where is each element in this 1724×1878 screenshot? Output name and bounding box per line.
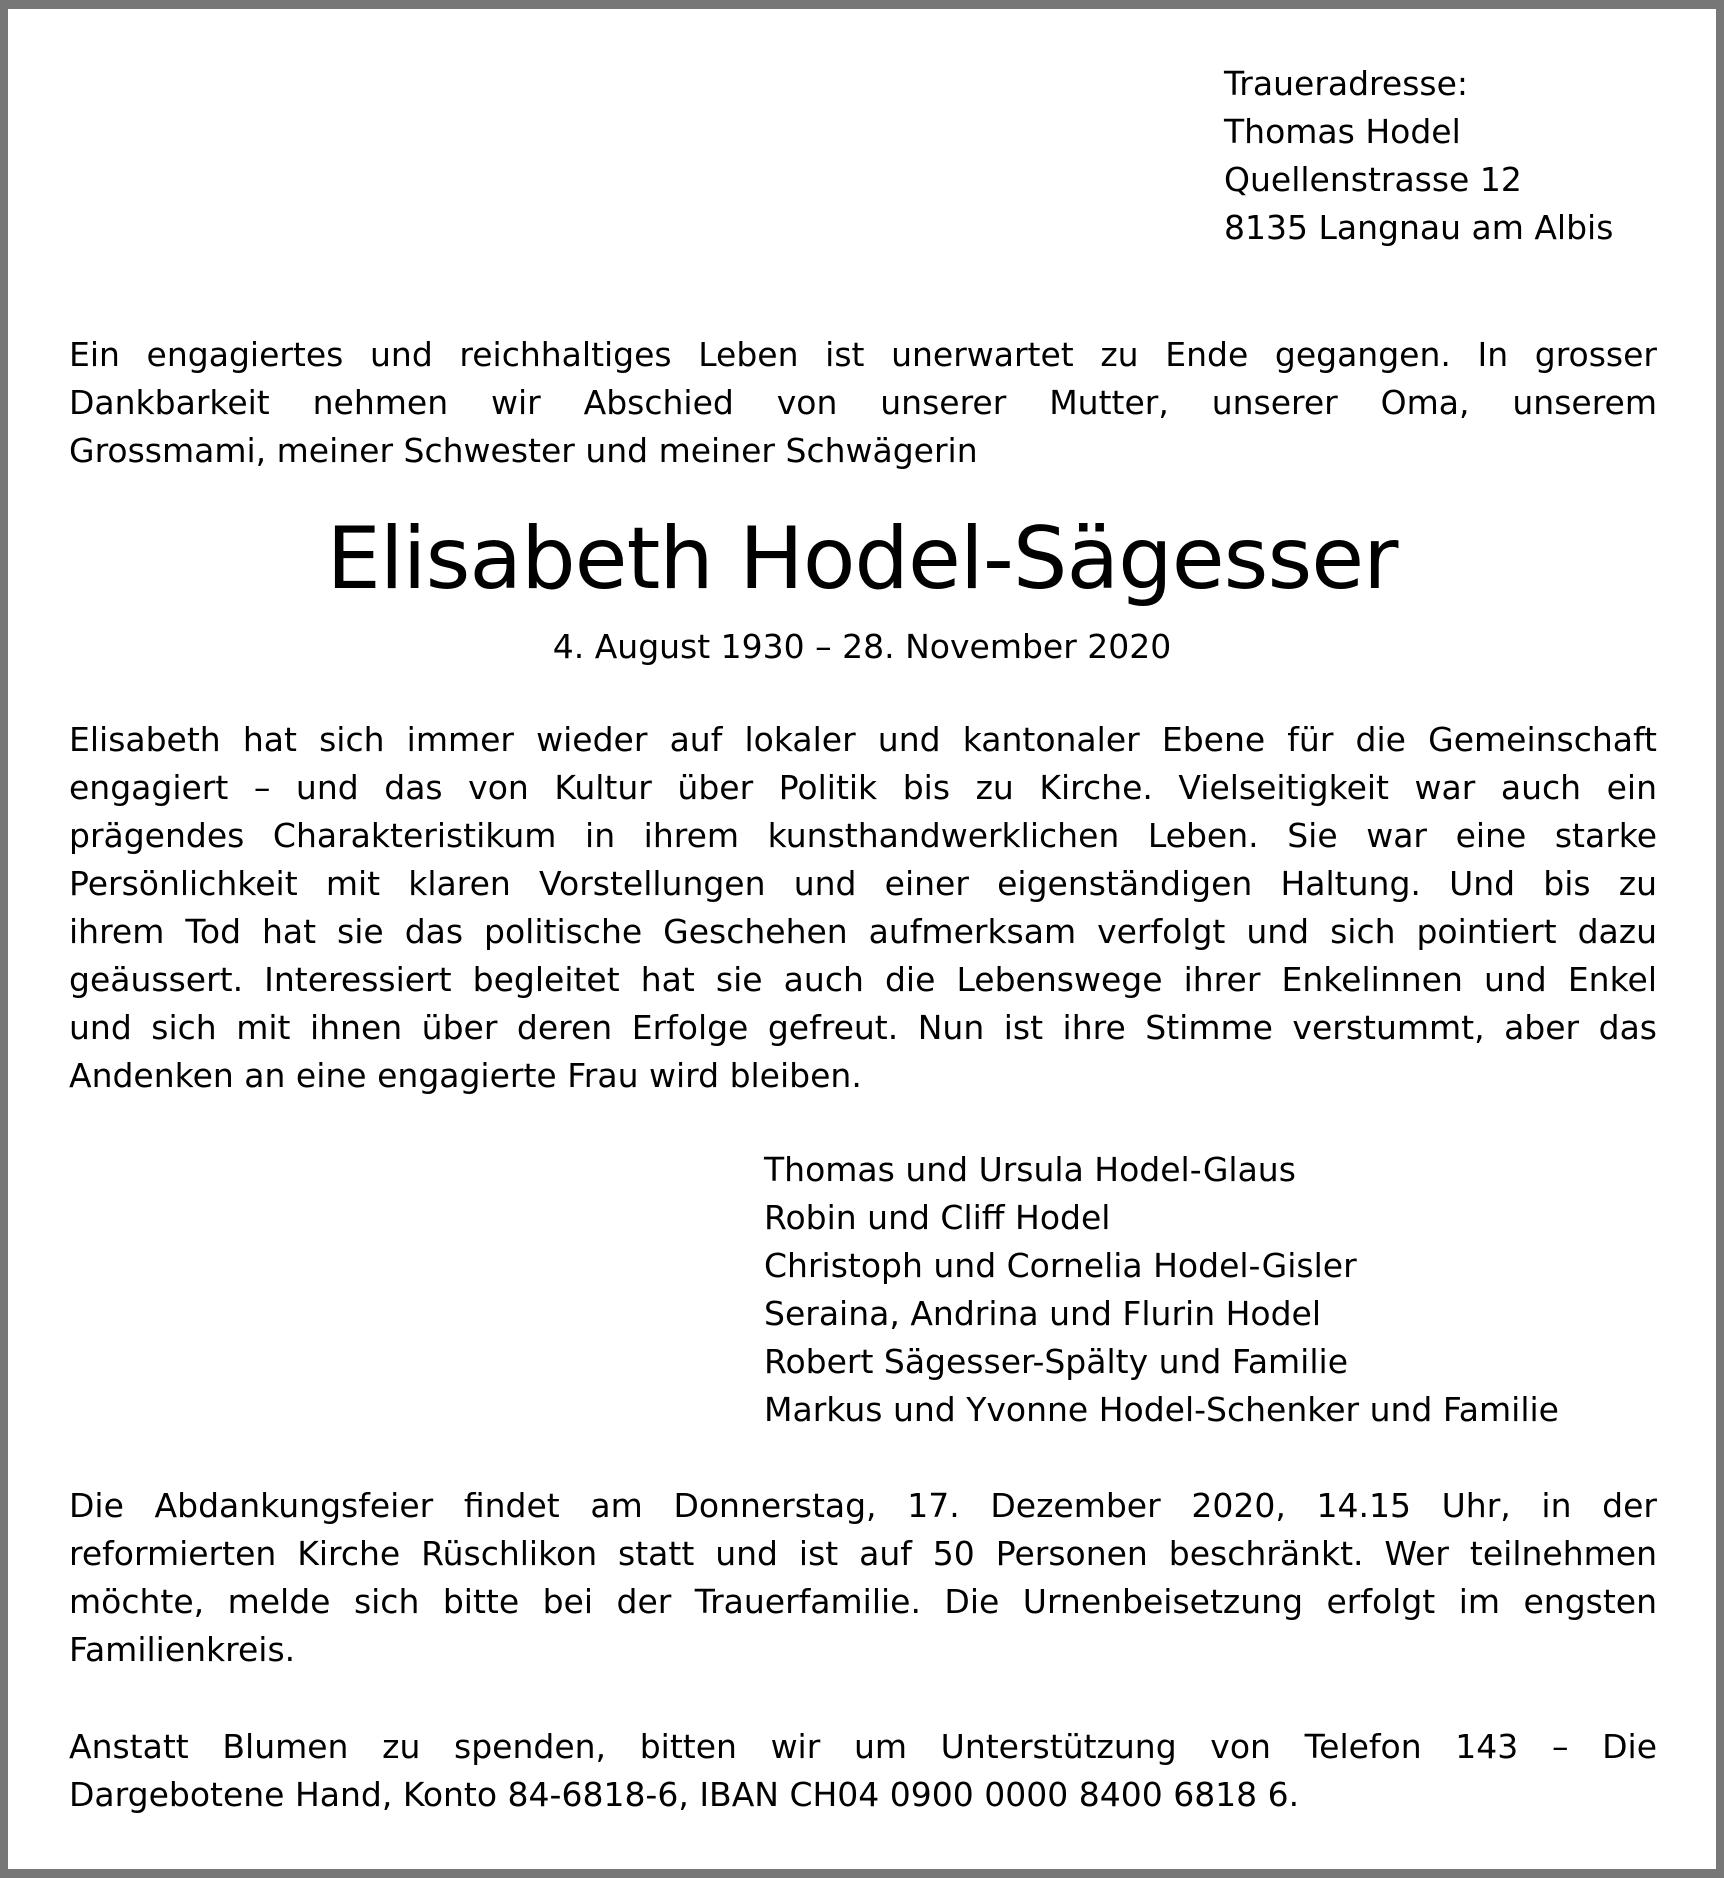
text-line: ihrem Tod hat sie das politische Geschehen aufmerksam verfolgt und sich pointiert dazu [69,912,1657,951]
text-line: prägendes Charakteristikum in ihrem kunsthandwerklichen Leben. Sie war eine starke [69,816,1657,855]
text-line: Familienkreis. [69,1630,296,1669]
donation-paragraph [69,1723,1657,1819]
text-line: Persönlichkeit mit klaren Vorstellungen und einer eigenständigen Haltung. Und bis zu [69,864,1657,903]
address-city: 8135 Langnau am Albis [1224,208,1614,247]
service-paragraph [69,1482,1657,1674]
text-line: engagiert – und das von Kultur über Politik bis zu Kirche. Vielseitigkeit war auch ein [69,768,1657,807]
text-line: reformierten Kirche Rüschlikon statt und ist auf 50 Personen beschränkt. Wer teilnehmen [69,1534,1657,1573]
mourner: Robert Sägesser-Spälty und Familie [764,1342,1348,1381]
deceased-name: Elisabeth Hodel-Sägesser [326,509,1398,609]
text-line: Elisabeth hat sich immer wieder auf lokaler und kantonaler Ebene für die Gemeinschaft [69,720,1657,759]
text-line: möchte, melde sich bitte bei der Trauerfamilie. Die Urnenbeisetzung erfolgt im engsten [69,1582,1657,1621]
text-line: Dankbarkeit nehmen wir Abschied von unserer Mutter, unserer Oma, unserem [69,383,1657,422]
mourner: Thomas und Ursula Hodel-Glaus [764,1150,1296,1189]
intro-paragraph [69,331,1657,475]
mourner: Seraina, Andrina und Flurin Hodel [764,1294,1322,1333]
text-line: Ein engagiertes und reichhaltiges Leben ist unerwartet zu Ende gegangen. In grosser [69,335,1657,374]
text-line: geäussert. Interessiert begleitet hat sie auch die Lebenswege ihrer Enkelinnen und Enkel [69,960,1657,999]
text-line: Anstatt Blumen zu spenden, bitten wir um Unterstützung von Telefon 143 – Die [69,1727,1657,1766]
address-street: Quellenstrasse 12 [1224,160,1522,199]
mourner: Markus und Yvonne Hodel-Schenker und Familie [764,1390,1559,1429]
life-dates: 4. August 1930 – 28. November 2020 [552,627,1172,666]
address-name: Thomas Hodel [1224,112,1461,151]
mourning-address [1224,60,1613,252]
address-label: Traueradresse: [1224,64,1469,103]
text-line: Andenken an eine engagierte Frau wird bleiben. [69,1056,862,1095]
text-line: Dargebotene Hand, Konto 84-6818-6, IBAN CH04 0900 0000 8400 6818 6. [69,1775,1300,1814]
mourners-list [764,1146,1559,1434]
text-line: und sich mit ihnen über deren Erfolge gefreut. Nun ist ihre Stimme verstummt, aber das [69,1008,1657,1047]
obituary-page [8,9,1716,1869]
tribute-paragraph [69,716,1657,1100]
mourner: Robin und Cliff Hodel [764,1198,1111,1237]
text-line: Grossmami, meiner Schwester und meiner Schwägerin [69,431,978,470]
text-line: Die Abdankungsfeier findet am Donnerstag, 17. Dezember 2020, 14.15 Uhr, in der [69,1486,1657,1525]
mourner: Christoph und Cornelia Hodel-Gisler [764,1246,1357,1285]
